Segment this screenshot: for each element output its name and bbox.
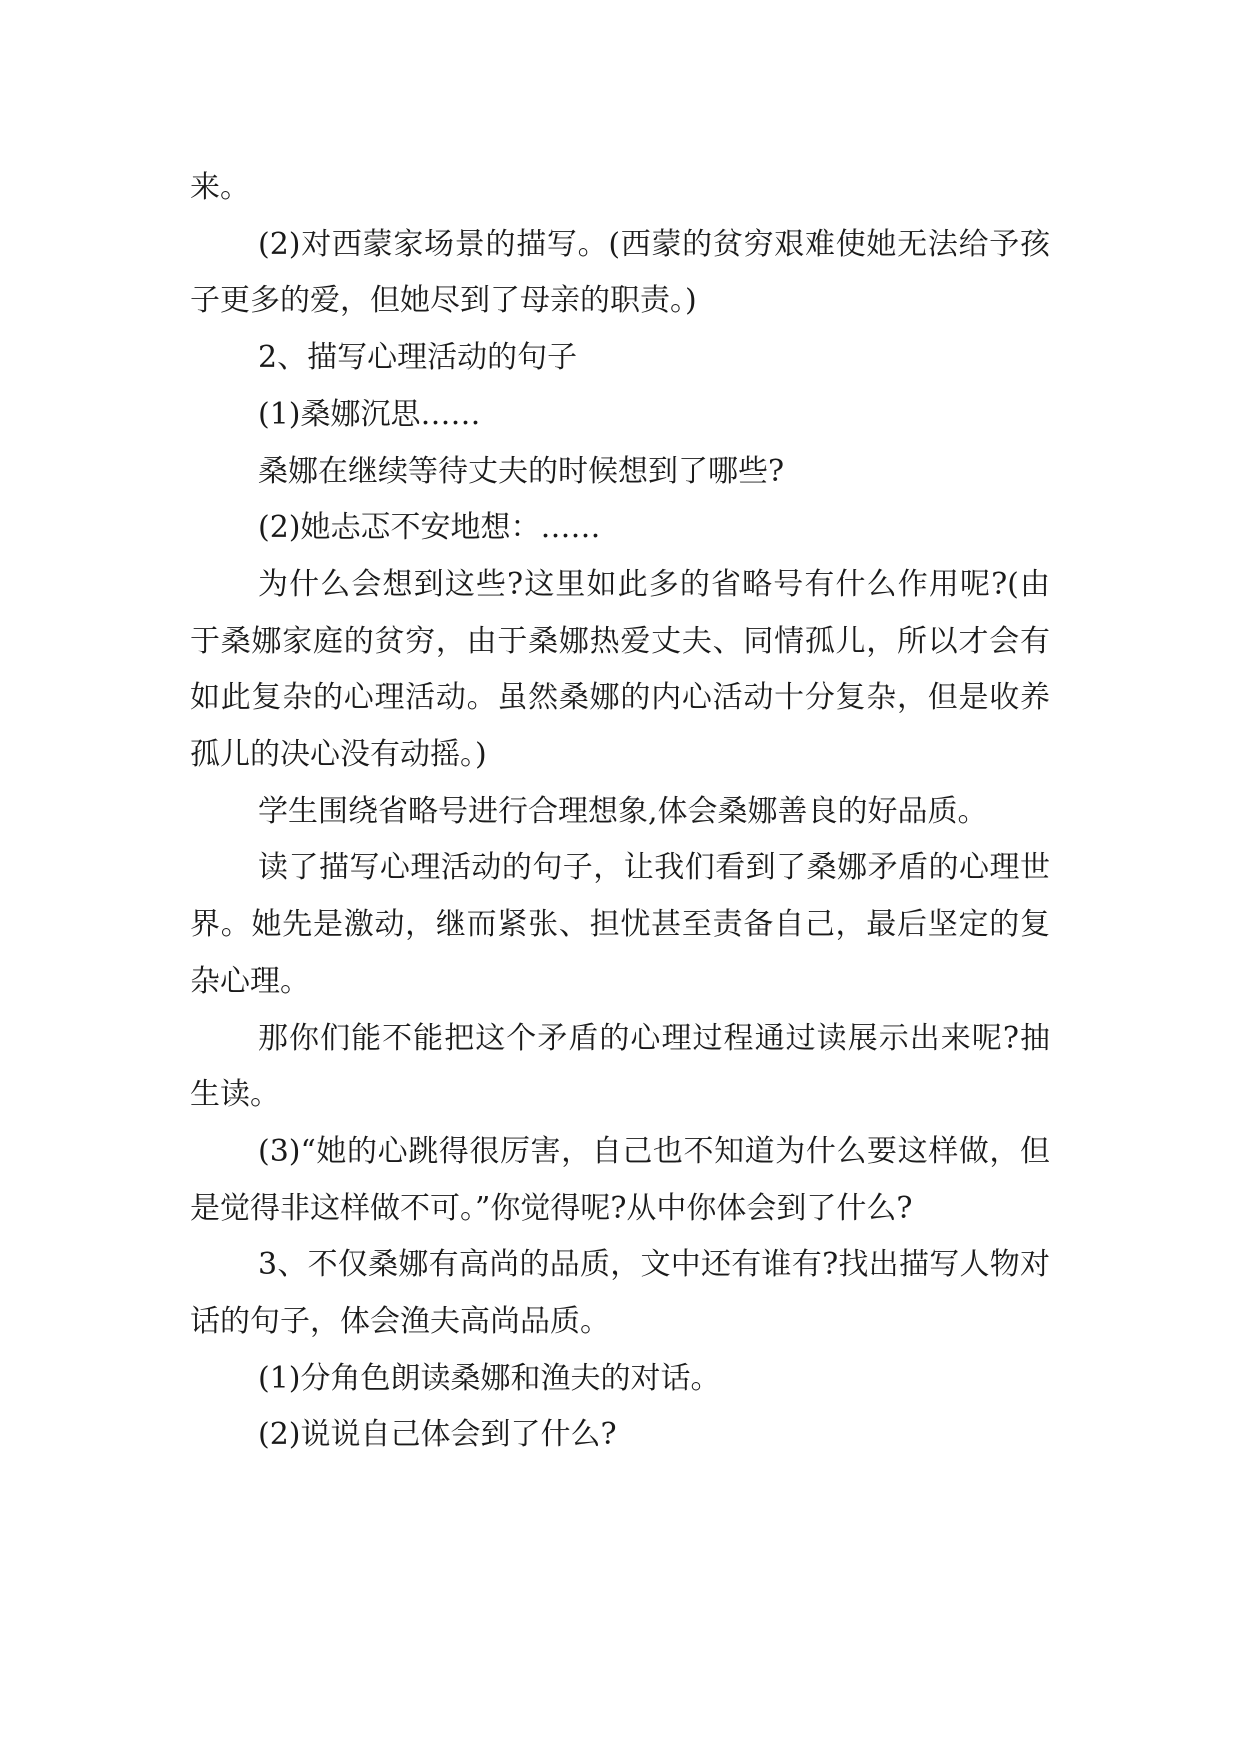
paragraph-heartbeat-quote: (3)“她的心跳得很厉害，自己也不知道为什么要这样做，但是觉得非这样做不可。”你觉得呢?从中你体会到了什么? [190, 1133, 1050, 1226]
paragraph-reading-activity: 那你们能不能把这个矛盾的心理过程通过读展示出来呢?抽生读。 [190, 1020, 1050, 1113]
paragraph-continuation: 来。 [190, 170, 250, 205]
paragraph-ellipsis-analysis: 为什么会想到这些?这里如此多的省略号有什么作用呢?(由于桑娜家庭的贫穷，由于桑娜热爱丈夫、同情孤儿，所以才会有如此复杂的心理活动。虽然桑娜的内心活动十分复杂，但是收养孤儿的决心没有动摇。) [190, 566, 1050, 773]
paragraph-psychological-world: 读了描写心理活动的句子，让我们看到了桑娜矛盾的心理世界。她先是激动，继而紧张、担忧甚至责备自己，最后坚定的复杂心理。 [190, 850, 1050, 999]
paragraph-section-3-heading: 3、不仅桑娜有高尚的品质，文中还有谁有?找出描写人物对话的句子，体会渔夫高尚品质。 [190, 1247, 1050, 1340]
document-body [190, 160, 1050, 1464]
paragraph-simon-home-description: (2)对西蒙家场景的描写。(西蒙的贫穷艰难使她无法给予孩子更多的爱，但她尽到了母亲的职责。) [190, 226, 1050, 319]
paragraph-question-waiting: 桑娜在继续等待丈夫的时候想到了哪些? [258, 453, 785, 489]
paragraph-sangna-pondering: (1)桑娜沉思…… [258, 396, 481, 432]
paragraph-section-2-heading: 2、描写心理活动的句子 [258, 340, 578, 376]
paragraph-reflection: (2)说说自己体会到了什么? [258, 1417, 617, 1453]
paragraph-uneasy-thought: (2)她忐忑不安地想：…… [258, 510, 601, 546]
paragraph-student-imagination: 学生围绕省略号进行合理想象,体会桑娜善良的好品质。 [258, 793, 988, 829]
paragraph-role-reading: (1)分角色朗读桑娜和渔夫的对话。 [258, 1360, 721, 1396]
